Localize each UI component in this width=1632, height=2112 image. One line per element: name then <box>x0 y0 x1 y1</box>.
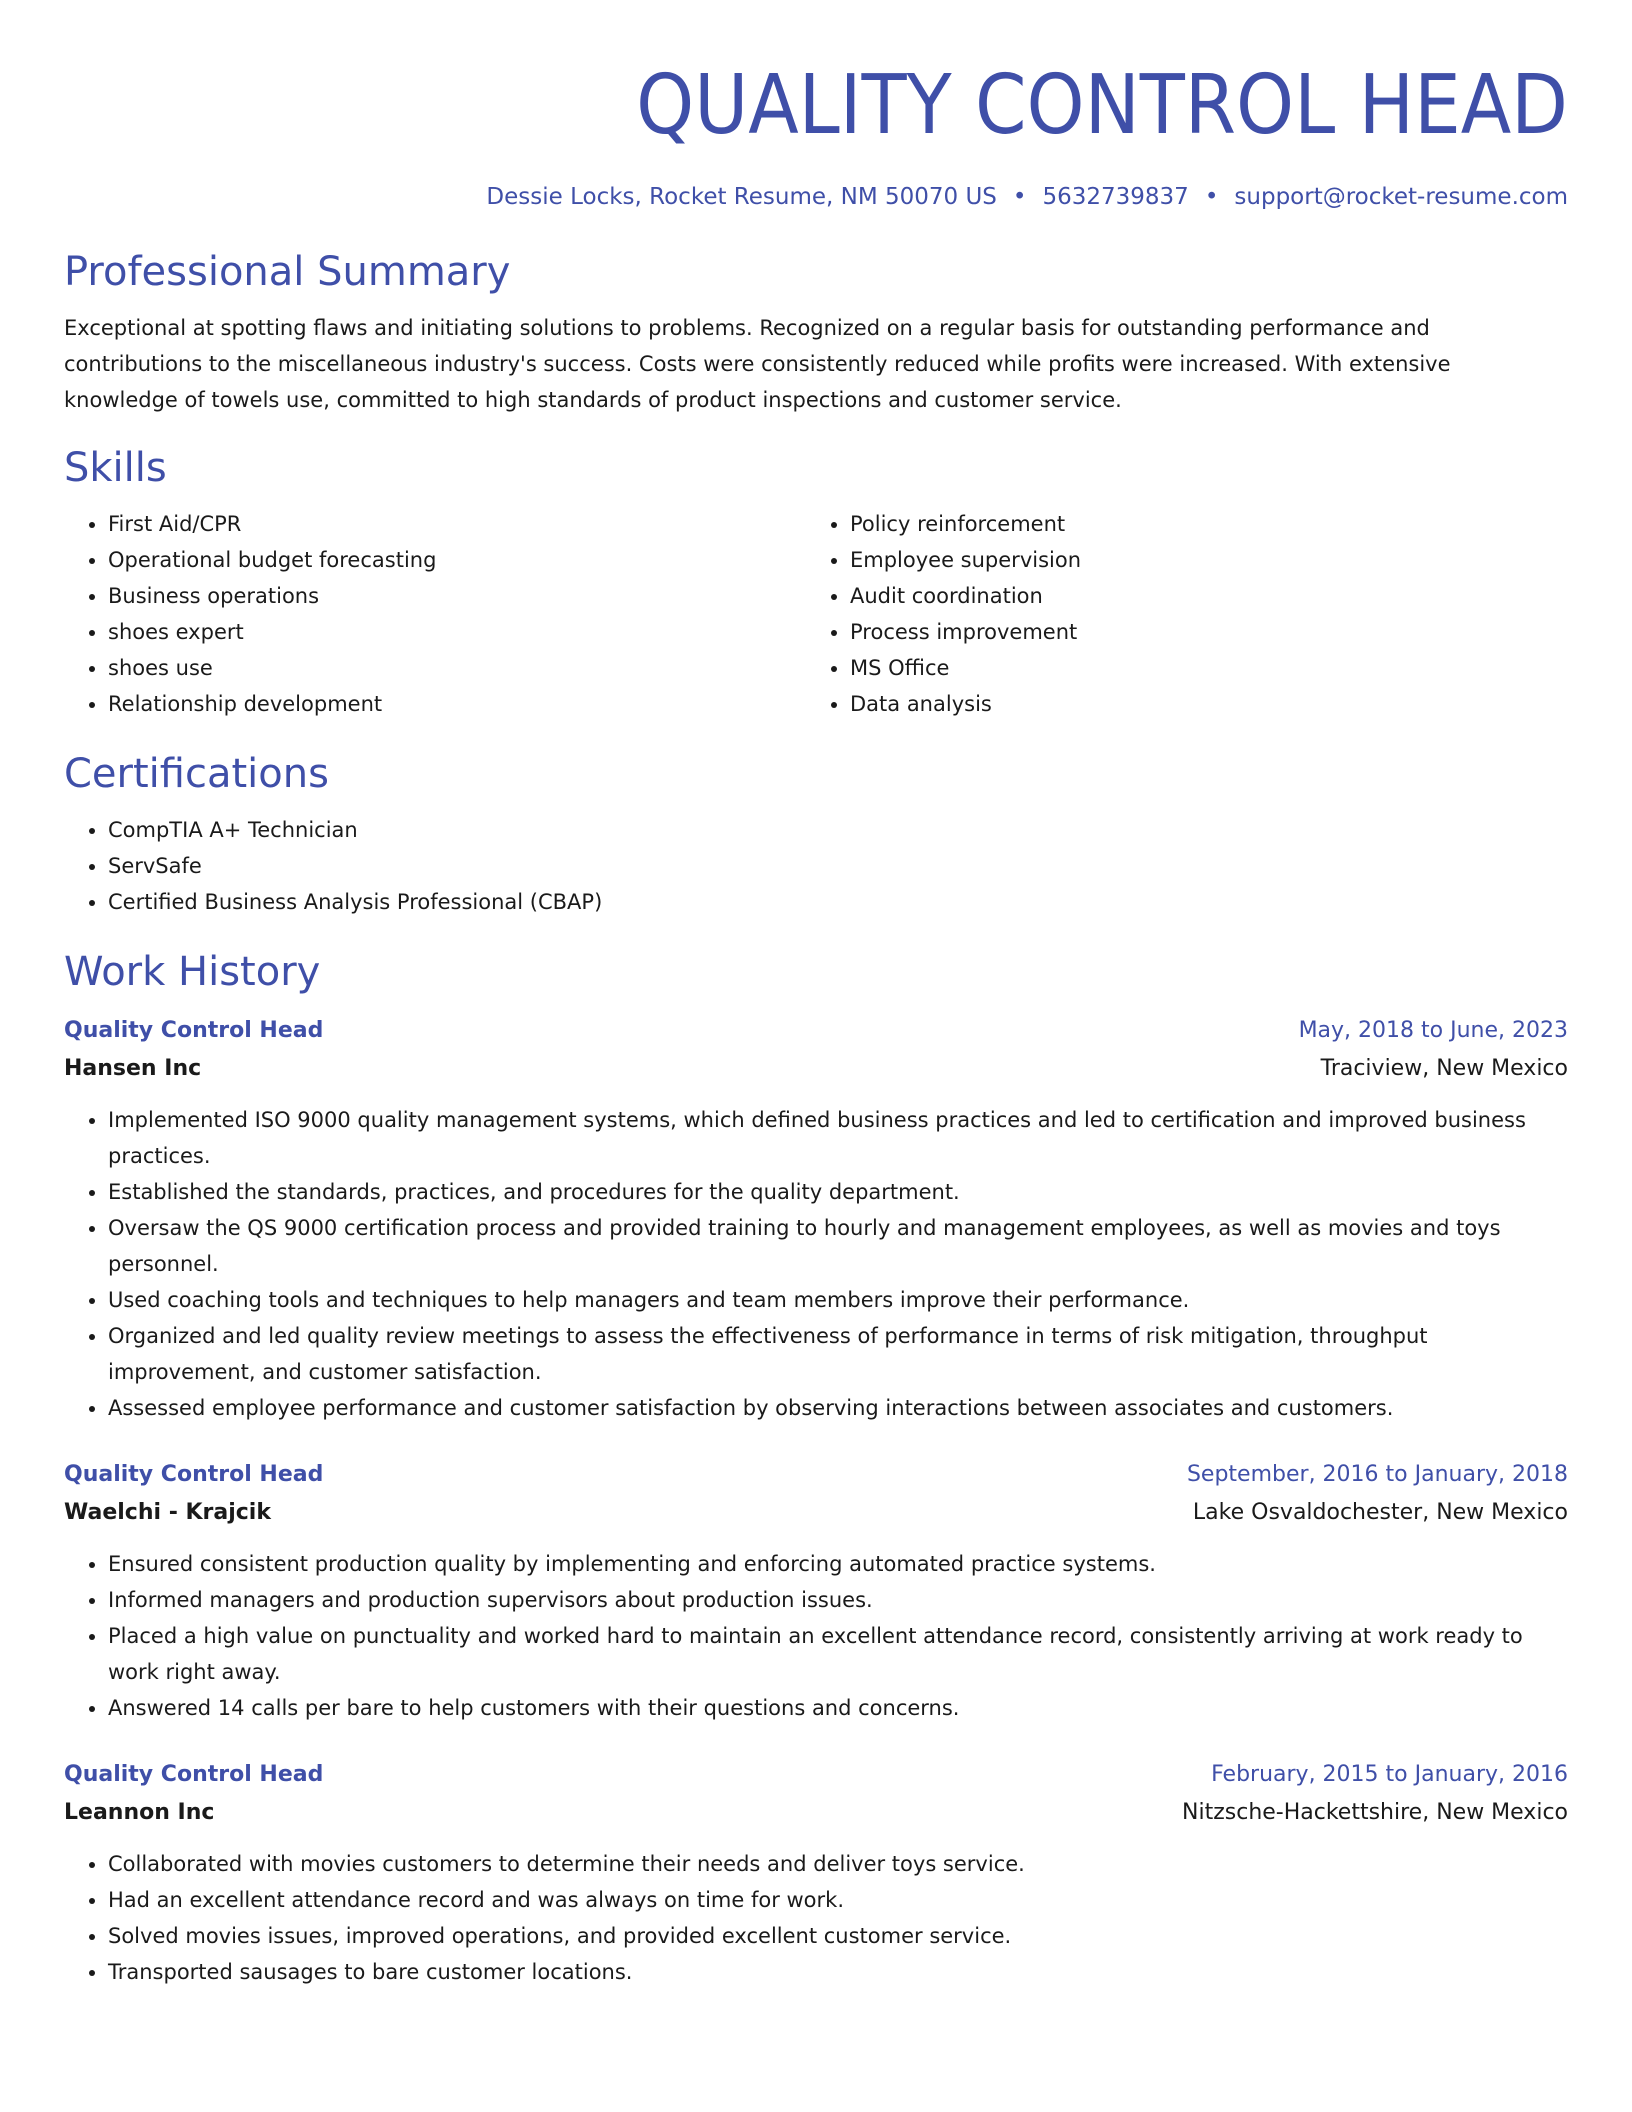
skill-item: • First Aid/CPR <box>108 506 806 542</box>
job-dates: May, 2018 to June, 2023 <box>1298 1018 1568 1043</box>
job-title: Quality Control Head <box>64 1018 324 1043</box>
job-bullet: • Oversaw the QS 9000 certification process and provided training to hourly and management employees, as well as movies and toys personnel. <box>108 1210 1568 1282</box>
job-bullet: • Used coaching tools and techniques to help managers and team members improve their performance. <box>108 1282 1568 1318</box>
certification-item: • CompTIA A+ Technician <box>108 812 1568 848</box>
contact-phone: 5632739837 <box>1042 184 1189 210</box>
skill-item: • Policy reinforcement <box>850 506 1548 542</box>
skills-column-left <box>64 506 806 722</box>
page-title: QUALITY CONTROL HEAD <box>636 58 1568 153</box>
job-bullet: • Informed managers and production supervisors about production issues. <box>108 1582 1568 1618</box>
contact-separator: • <box>1204 184 1219 210</box>
skill-item: • MS Office <box>850 650 1548 686</box>
job-title: Quality Control Head <box>64 1462 324 1487</box>
contact-address: Dessie Locks, Rocket Resume, NM 50070 US <box>486 184 997 210</box>
job-company: Hansen Inc <box>64 1056 202 1081</box>
job-bullet: • Solved movies issues, improved operations, and provided excellent customer service. <box>108 1918 1568 1954</box>
skill-item: • Employee supervision <box>850 542 1548 578</box>
skill-item: • Data analysis <box>850 686 1548 722</box>
job-entry <box>64 1456 1568 1726</box>
certifications-list <box>64 812 1568 920</box>
skill-item: • shoes expert <box>108 614 806 650</box>
contact-email: support@rocket-resume.com <box>1234 184 1568 210</box>
job-bullets <box>64 1102 1568 1426</box>
contact-line <box>64 180 1568 214</box>
work-history-heading: Work History <box>64 949 321 995</box>
job-dates: February, 2015 to January, 2016 <box>1211 1762 1568 1787</box>
job-title: Quality Control Head <box>64 1762 324 1787</box>
job-entry <box>64 1012 1568 1426</box>
job-bullet: • Established the standards, practices, and procedures for the quality department. <box>108 1174 1568 1210</box>
job-bullet: • Organized and led quality review meetings to assess the effectiveness of performance in terms of risk mitigation, throughput improvement, and customer satisfaction. <box>108 1318 1568 1390</box>
job-bullet: • Answered 14 calls per bare to help customers with their questions and concerns. <box>108 1690 1568 1726</box>
job-location: Lake Osvaldochester, New Mexico <box>1192 1500 1568 1525</box>
job-bullet: • Transported sausages to bare customer locations. <box>108 1954 1568 1990</box>
skills-list <box>64 506 1568 722</box>
job-bullet: • Ensured consistent production quality by implementing and enforcing automated practice systems. <box>108 1546 1568 1582</box>
job-bullet: • Implemented ISO 9000 quality management systems, which defined business practices and led to certification and improved business practices. <box>108 1102 1568 1174</box>
skill-item: • shoes use <box>108 650 806 686</box>
job-bullet: • Placed a high value on punctuality and worked hard to maintain an excellent attendance record, consistently arriving at work ready to work right away. <box>108 1618 1568 1690</box>
job-dates: September, 2016 to January, 2018 <box>1186 1462 1568 1487</box>
skill-item: • Operational budget forecasting <box>108 542 806 578</box>
certification-item: • ServSafe <box>108 848 1568 884</box>
contact-separator: • <box>1012 184 1027 210</box>
certifications-heading: Certifications <box>64 751 329 797</box>
skill-item: • Audit coordination <box>850 578 1548 614</box>
skills-column-right <box>806 506 1548 722</box>
job-entry <box>64 1756 1568 1990</box>
job-bullet: • Assessed employee performance and customer satisfaction by observing interactions between associates and customers. <box>108 1390 1568 1426</box>
certification-item: • Certified Business Analysis Professional (CBAP) <box>108 884 1568 920</box>
job-bullets <box>64 1846 1568 1990</box>
summary-heading: Professional Summary <box>64 249 511 295</box>
skills-heading: Skills <box>64 445 167 491</box>
skill-item: • Relationship development <box>108 686 806 722</box>
job-location: Nitzsche-Hackettshire, New Mexico <box>1182 1800 1568 1825</box>
resume-page <box>64 0 1568 1990</box>
job-bullet: • Collaborated with movies customers to determine their needs and deliver toys service. <box>108 1846 1568 1882</box>
job-location: Traciview, New Mexico <box>1320 1056 1568 1081</box>
job-bullet: • Had an excellent attendance record and was always on time for work. <box>108 1882 1568 1918</box>
summary-text: Exceptional at spotting flaws and initiating solutions to problems. Recognized on a regular basis for outstanding performance and contributions to the miscellaneous industry's success. Costs were consistently reduced while profits were increased. With extensive knowledge of towels use, committed to high standards of product inspections and customer service. <box>64 316 1451 412</box>
job-bullets <box>64 1546 1568 1726</box>
skill-item: • Business operations <box>108 578 806 614</box>
job-company: Leannon Inc <box>64 1800 215 1825</box>
job-company: Waelchi - Krajcik <box>64 1500 271 1525</box>
skill-item: • Process improvement <box>850 614 1548 650</box>
